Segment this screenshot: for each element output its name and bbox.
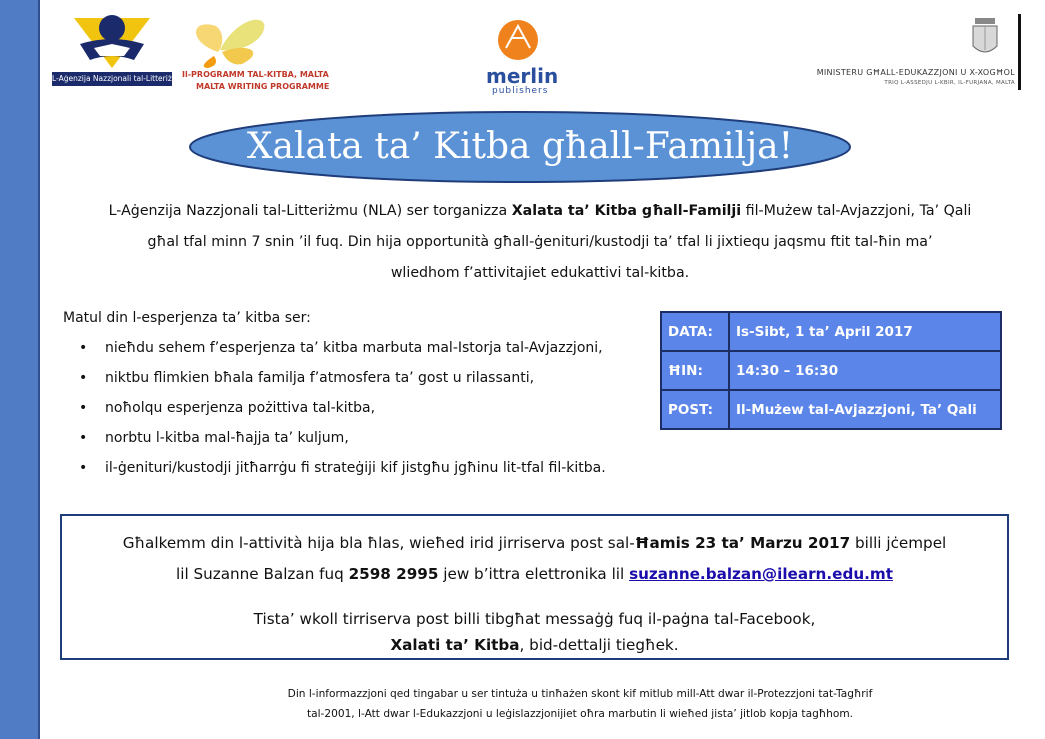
writing-programme-line1: Il-PROGRAMM TAL-KITBA, MALTA — [182, 70, 329, 79]
list-item-text: il-ġenituri/kustodji jitħarrġu fi strateġiji kif jistgħu jgħinu lit-tfal fil-kitba. — [105, 460, 606, 476]
facebook-text-b: , bid-dettalji tiegħek. — [519, 636, 679, 654]
ministry-address: TRIQ L-ASSEDJU L-KBIR, IL-FURJANA, MALTA — [884, 80, 1015, 86]
list-item — [63, 393, 606, 423]
table-row — [661, 312, 1001, 351]
list-item — [63, 363, 606, 393]
bullet: • — [79, 340, 88, 356]
bullet: • — [79, 400, 88, 416]
intro-line-2: għal tfal minn 7 snin ’il fuq. Din hija opportunità għall-ġenituri/kustodji ta’ tfal li jixtiequ jaqsmu ftit tal-ħin ma’ — [147, 234, 933, 250]
booking-text-b: billi jċempel — [850, 534, 947, 552]
nla-logo-label: L-Aġenzija Nazzjonali tal-Litteriżmu — [52, 72, 172, 86]
ministry-name: MINISTERU GĦALL-EDUKAZZJONI U X-XOGĦOL — [816, 68, 1015, 77]
list-item — [63, 423, 606, 453]
time-value: 14:30 – 16:30 — [729, 351, 1001, 390]
footer-line-2: tal-2001, l-Att dwar l-Edukazzjoni u leġislazzjonijiet oħra marbutin li wieħed jista’ jitlob kopja tagħhom. — [306, 708, 854, 720]
booking-line-2 — [62, 559, 1007, 590]
merlin-publishers-logo — [478, 18, 558, 98]
booking-paragraph — [62, 528, 1007, 590]
booking-text-d: jew b’ittra elettronika lil — [438, 565, 630, 583]
booking-phone: 2598 2995 — [348, 565, 439, 583]
table-row — [661, 351, 1001, 390]
merlin-name: merlin — [486, 64, 559, 88]
table-row — [661, 390, 1001, 429]
coat-of-arms-icon — [795, 14, 1015, 64]
footer-line-1: Din l-informazzjoni qed tingabar u ser tintuża u tinħażen skont kif mitlub mill-Att dwar il-Protezzjoni tat-Tagħrif — [287, 688, 873, 700]
writing-programme-logo — [178, 12, 348, 92]
bullet: • — [79, 460, 88, 476]
booking-deadline: Ħamis 23 ta’ Marzu 2017 — [634, 534, 851, 552]
intro-line-1 — [60, 196, 1020, 227]
list-item — [63, 453, 606, 483]
facebook-page-name: Xalati ta’ Kitba — [390, 636, 520, 654]
intro-paragraph — [60, 196, 1020, 289]
intro-line-3: wliedhom f’attivitajiet edukattivi tal-kitba. — [390, 265, 690, 281]
date-value: Is-Sibt, 1 ta’ April 2017 — [729, 312, 1001, 351]
left-accent-line — [38, 0, 40, 739]
list-item-text: niktbu flimkien bħala familja f’atmosfera ta’ gost u rilassanti, — [105, 370, 535, 386]
merlin-sub: publishers — [492, 86, 549, 96]
list-item — [63, 333, 606, 363]
list-item-text: nieħdu sehem f’esperjenza ta’ kitba marbuta mal-Istorja tal-Avjazzjoni, — [105, 340, 603, 356]
list-item-text: norbtu l-kitba mal-ħajja ta’ kuljum, — [105, 430, 349, 446]
booking-text-c: lil Suzanne Balzan fuq — [176, 565, 349, 583]
nla-logo — [52, 8, 184, 98]
bullet: • — [79, 430, 88, 446]
time-label: ĦIN: — [661, 351, 729, 390]
bullet: • — [79, 370, 88, 386]
nla-emblem-icon — [52, 8, 172, 72]
list-item-text: noħolqu esperjenza pożittiva tal-kitba, — [105, 400, 376, 416]
experience-list — [63, 333, 606, 483]
page-title: Xalata ta’ Kitba għall-Familja! — [246, 126, 794, 167]
left-accent-bar — [0, 0, 38, 739]
data-protection-footer — [200, 684, 960, 724]
facebook-line-2 — [62, 632, 1007, 658]
intro-text-b: fil-Mużew tal-Avjazzjoni, Ta’ Qali — [741, 203, 972, 219]
booking-text-a: Għalkemm din l-attività hija bla ħlas, wieħed irid jirriserva post sal- — [122, 534, 635, 552]
intro-text-a: L-Aġenzija Nazzjonali tal-Litteriżmu (NLA) ser torganizza — [108, 203, 512, 219]
ministry-divider — [1018, 14, 1021, 90]
booking-line-1 — [62, 528, 1007, 559]
writing-programme-line2: MALTA WRITING PROGRAMME — [196, 82, 330, 91]
merlin-emblem-icon — [478, 18, 558, 64]
facebook-line-1: Tista’ wkoll tirriserva post billi tibgħat messaġġ fuq il-paġna tal-Facebook, — [253, 610, 816, 628]
date-label: DATA: — [661, 312, 729, 351]
butterfly-icon — [178, 12, 348, 70]
booking-box — [60, 514, 1009, 660]
event-info-table — [660, 311, 1002, 430]
experience-intro: Matul din l-esperjenza ta’ kitba ser: — [63, 310, 311, 326]
facebook-paragraph — [62, 606, 1007, 658]
email-link[interactable]: suzanne.balzan@ilearn.edu.mt — [629, 565, 893, 583]
intro-event-name: Xalata ta’ Kitba għall-Familji — [511, 203, 742, 219]
ministry-logo — [795, 14, 1015, 94]
place-value: Il-Mużew tal-Avjazzjoni, Ta’ Qali — [729, 390, 1001, 429]
place-label: POST: — [661, 390, 729, 429]
